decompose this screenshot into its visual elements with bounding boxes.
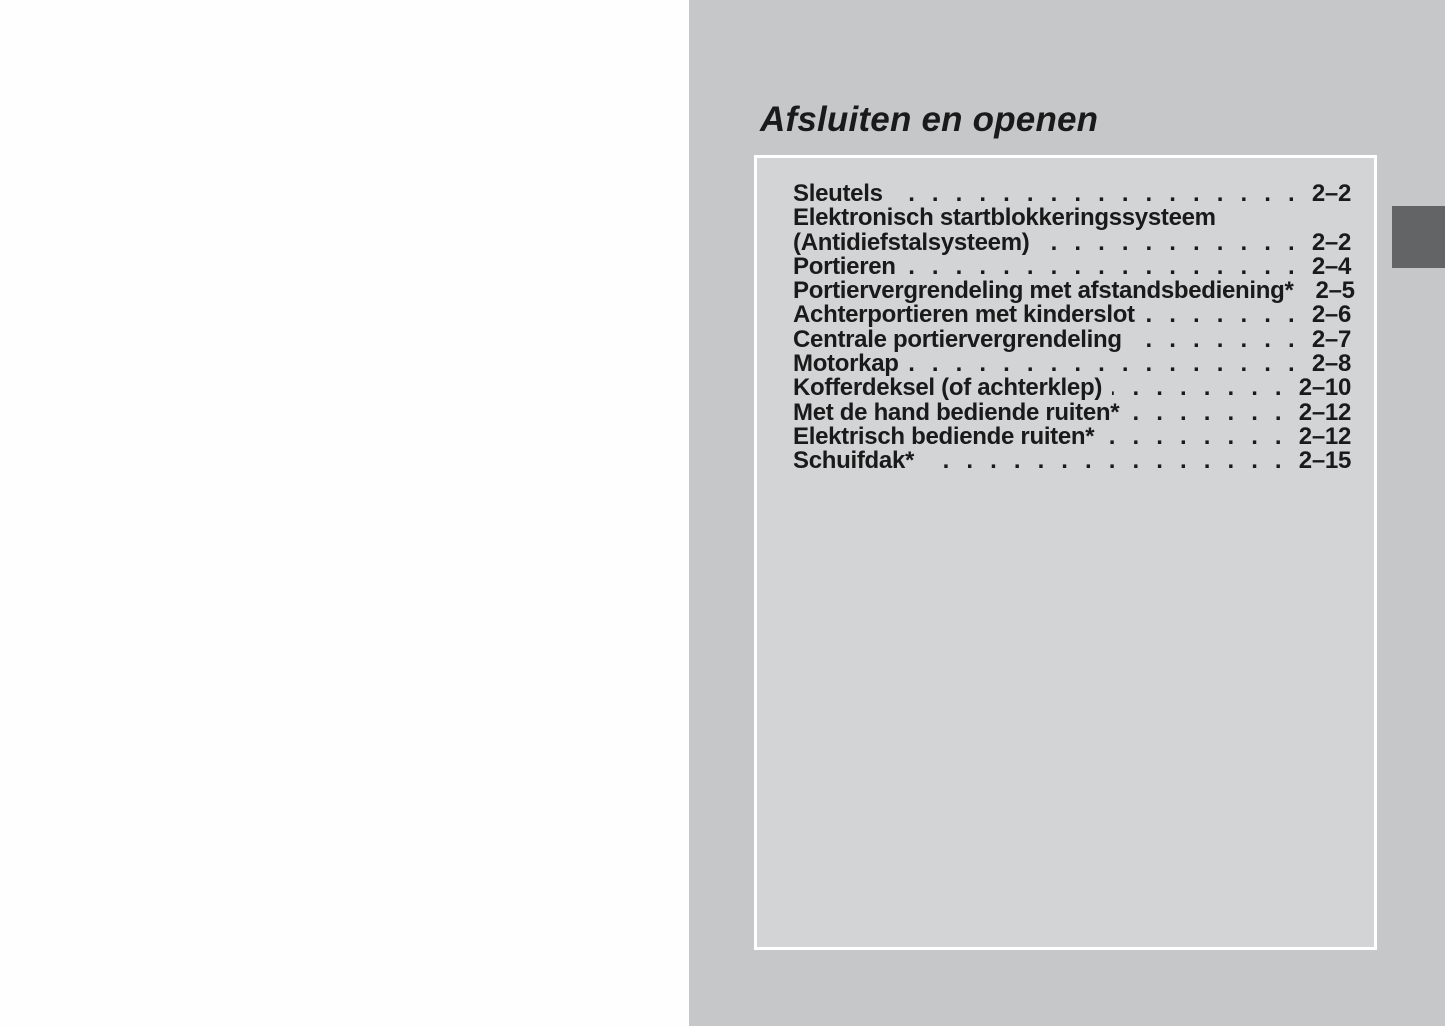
toc-entry-label: Met de hand bediende ruiten* bbox=[793, 398, 1120, 426]
toc-leader-dots bbox=[1132, 328, 1300, 352]
toc-leader-dots bbox=[924, 449, 1287, 473]
toc-leader-dots bbox=[1145, 303, 1300, 327]
toc-entry-label: Portiervergrendeling met afstandsbediening* bbox=[793, 277, 1294, 305]
toc-entry-kofferdeksel[interactable] bbox=[793, 376, 1351, 400]
toc-list bbox=[793, 180, 1355, 475]
toc-entry-label: Sleutels bbox=[793, 180, 883, 207]
chapter-thumb-tab[interactable] bbox=[1392, 206, 1445, 268]
toc-entry-kinderslot[interactable] bbox=[793, 303, 1351, 327]
toc-entry-page: 2–7 bbox=[1311, 325, 1351, 353]
table-of-contents-box bbox=[754, 155, 1377, 950]
toc-entry-label: Centrale portiervergrendeling bbox=[793, 325, 1122, 353]
toc-entry-page: 2–12 bbox=[1298, 422, 1351, 450]
toc-entry-page: 2–12 bbox=[1298, 398, 1351, 426]
left-blank-page bbox=[0, 0, 689, 1026]
toc-entry-portieren[interactable] bbox=[793, 252, 1351, 280]
toc-leader-dots bbox=[893, 182, 1300, 206]
toc-entry-label: Elektronisch startblokkeringssysteem bbox=[793, 204, 1216, 232]
toc-leader-dots bbox=[909, 352, 1300, 376]
toc-entry-label: Portieren bbox=[793, 252, 896, 280]
toc-entry-page: 2–2 bbox=[1311, 180, 1351, 207]
chapter-title: Afsluiten en openen bbox=[760, 100, 1099, 139]
toc-leader-dots bbox=[1129, 401, 1286, 425]
toc-entry-page: 2–8 bbox=[1311, 350, 1351, 378]
toc-entry-label: Kofferdeksel (of achterklep) bbox=[793, 374, 1103, 402]
toc-entry-afstandsbediening[interactable] bbox=[793, 277, 1355, 305]
toc-entry-startblokkering-line1[interactable] bbox=[793, 206, 1351, 230]
toc-entry-label: Achterportieren met kinderslot bbox=[793, 301, 1135, 329]
toc-leader-dots bbox=[1039, 231, 1299, 255]
toc-entry-label: Schuifdak* bbox=[793, 447, 915, 475]
toc-leader-dots bbox=[1104, 425, 1286, 449]
toc-leader-dots bbox=[1112, 376, 1287, 400]
toc-entry-elektrische-ruiten[interactable] bbox=[793, 422, 1351, 450]
toc-leader-dots bbox=[906, 255, 1300, 279]
toc-entry-label: (Antidiefstalsysteem) bbox=[793, 228, 1030, 256]
toc-entry-sleutels[interactable] bbox=[793, 182, 1351, 206]
toc-entry-motorkap[interactable] bbox=[793, 352, 1351, 376]
toc-entry-page: 2–10 bbox=[1298, 374, 1351, 402]
toc-entry-page: 2–5 bbox=[1315, 277, 1355, 305]
toc-entry-label: Motorkap bbox=[793, 350, 899, 378]
toc-entry-antidiefstal[interactable] bbox=[793, 228, 1351, 256]
toc-entry-handbediende-ruiten[interactable] bbox=[793, 398, 1351, 426]
toc-entry-page: 2–6 bbox=[1311, 301, 1351, 329]
toc-entry-page: 2–4 bbox=[1311, 252, 1351, 280]
toc-entry-schuifdak[interactable] bbox=[793, 449, 1351, 473]
toc-entry-page: 2–15 bbox=[1298, 447, 1351, 475]
toc-entry-label: Elektrisch bediende ruiten* bbox=[793, 422, 1095, 450]
toc-entry-page: 2–2 bbox=[1311, 228, 1351, 256]
toc-entry-centrale-vergrendeling[interactable] bbox=[793, 325, 1351, 353]
